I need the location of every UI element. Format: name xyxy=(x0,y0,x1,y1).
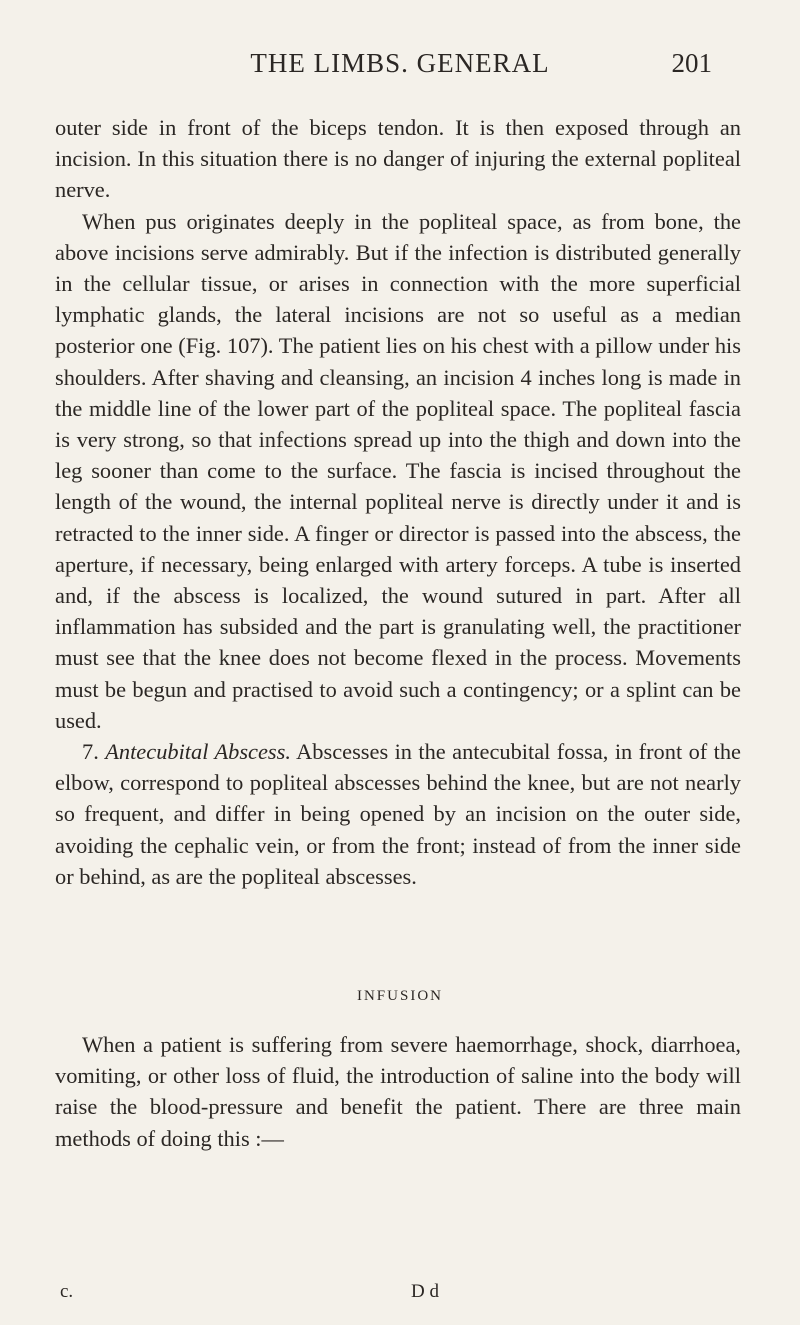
infusion-text xyxy=(55,1029,741,1154)
signature-mark-left: c. xyxy=(60,1281,74,1302)
main-text xyxy=(55,112,741,892)
signature-mark-center: D d xyxy=(411,1281,439,1302)
section-number: 7. xyxy=(82,739,99,765)
page-header xyxy=(0,48,800,88)
paragraph-popliteal: When pus originates deeply in the popliteal space, as from bone, the above incisions serve admirably. But if the infection is distributed generally in the cellular tissue, or arises in connection with the more superficial lymphatic glands, the lateral incisions are not so useful as a median posterior one (Fig. 107). The patient lies on his chest with a pillow under his shoulders. After shaving and cleansing, an incision 4 inches long is made in the middle line of the lower part of the popliteal space. The popliteal fascia is very strong, so that infections spread up into the thigh and down into the leg sooner than come to the surface. The fascia is incised throughout the length of the wound, the internal popliteal nerve is directly under it and is retracted to the inner side. A finger or director is passed into the abscess, the aperture, if necessary, being enlarged with artery forceps. A tube is inserted and, if the abscess is localized, the wound sutured in part. After all inflammation has subsided and the part is granulating well, the practitioner must see that the knee does not become flexed in the process. Movements must be begun and practised to avoid such a contingency; or a splint can be used. xyxy=(55,208,741,733)
paragraph-continued: outer side in front of the biceps tendon. It is then exposed through an incision. In this situation there is no danger of injuring the external popliteal nerve. xyxy=(55,115,741,203)
page-footer xyxy=(0,1281,800,1311)
section-text-antecubital: Abscesses in the antecubital fossa, in front of the elbow, correspond to popliteal abscesses behind the knee, but are not nearly so frequent, and differ in being opened by an incision on the outer side, avoiding the cephalic vein, or from the front; instead of from the inner side or behind, as are the popliteal abscesses. xyxy=(55,739,741,889)
section-title-antecubital: Antecubital Abscess. xyxy=(105,739,291,765)
running-head: THE LIMBS. GENERAL xyxy=(250,48,550,78)
paragraph-infusion: When a patient is suffering from severe haemorrhage, shock, diarrhoea, vomiting, or other loss of fluid, the introduction of saline into the body will raise the blood-pressure and benefit the patient. There are three main methods of doing this :— xyxy=(55,1032,741,1151)
paragraph-antecubital xyxy=(55,736,741,892)
page-number: 201 xyxy=(671,48,712,78)
section-heading-infusion: INFUSION xyxy=(356,988,443,1004)
